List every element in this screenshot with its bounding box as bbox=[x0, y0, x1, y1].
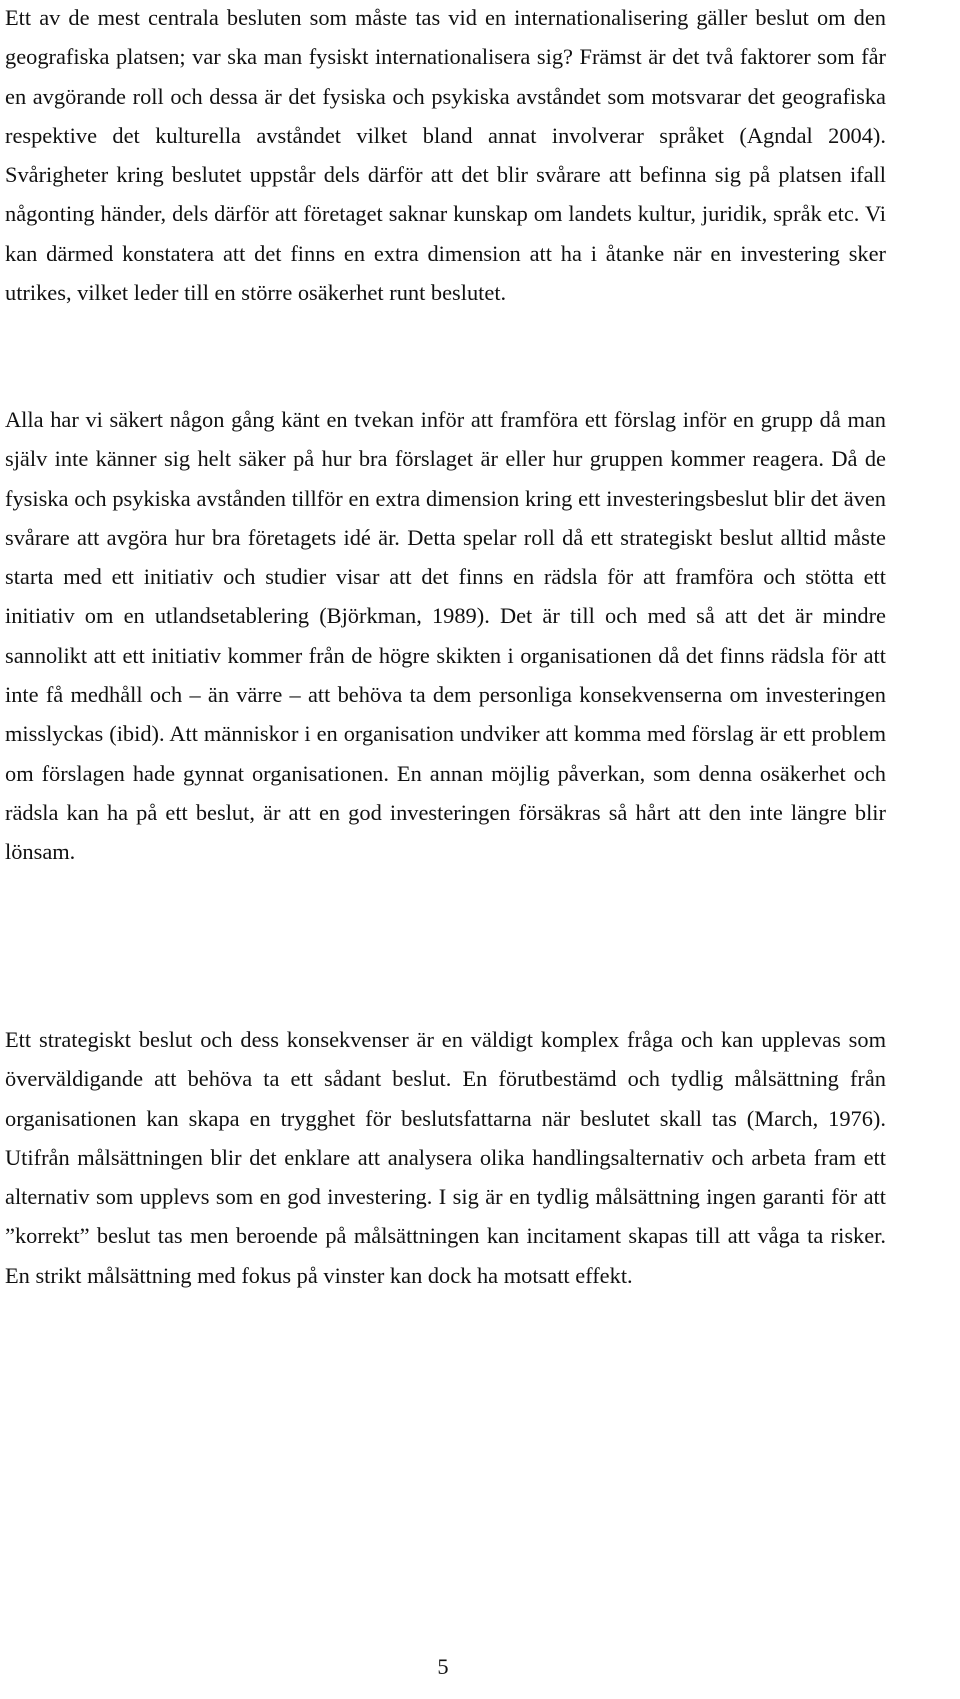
page-number: 5 bbox=[437, 1654, 449, 1679]
paragraph-3: Ett strategiskt beslut och dess konsekvenser är en väldigt komplex fråga och kan upplevas som överväldigande att behöva ta ett sådant beslut. En förutbestämd och tydlig målsättning från organisationen kan skapa en trygghet för beslutsfattarna när beslutet skall tas (March, 1976). Utifrån målsättningen blir det enklare att analysera olika handlingsalternativ och arbeta fram ett alternativ som upplevs som en god investering. I sig är en tydlig målsättning ingen garanti för att ”korrekt” beslut tas men beroende på målsättningen kan incitament skapas till att våga ta risker. En strikt målsättning med fokus på vinster kan dock ha motsatt effekt. bbox=[5, 1027, 886, 1288]
paragraph-1: Ett av de mest centrala besluten som måste tas vid en internationalisering gäller beslut om den geografiska platsen; var ska man fysiskt internationalisera sig? Främst är det två faktorer som får en avgörande roll och dessa är det fysiska och psykiska avståndet som motsvarar det geografiska respektive det kulturella avståndet vilket bland annat involverar språket (Agndal 2004). Svårigheter kring beslutet uppstår dels därför att det blir svårare att befinna sig på platsen ifall någonting händer, dels därför att företaget saknar kunskap om landets kultur, juridik, språk etc. Vi kan därmed konstatera att det finns en extra dimension att ha i åtanke när en investering sker utrikes, vilket leder till en större osäkerhet runt beslutet. bbox=[5, 5, 886, 306]
paragraph-2: Alla har vi säkert någon gång känt en tvekan inför att framföra ett förslag inför en grupp då man själv inte känner sig helt säker på hur bra förslaget är eller hur gruppen kommer reagera. Då de fysiska och psykiska avstånden tillför en extra dimension kring ett investeringsbeslut blir det även svårare att avgöra hur bra företagets idé är. Detta spelar roll då ett strategiskt beslut alltid måste starta med ett initiativ och studier visar att det finns en rädsla för att framföra och stötta ett initiativ om en utlandsetablering (Björkman, 1989). Det är till och med så att det är mindre sannolikt att ett initiativ kommer från de högre skikten i organisationen då det finns rädsla för att inte få medhåll och – än värre – att behöva ta dem personliga konsekvenserna om investeringen misslyckas (ibid). Att människor i en organisation undviker att komma med förslag är ett problem om förslagen hade gynnat organisationen. En annan möjlig påverkan, som denna osäkerhet och rädsla kan ha på ett beslut, är att en god investeringen försäkras så hårt att den inte längre blir lönsam. bbox=[5, 407, 886, 865]
